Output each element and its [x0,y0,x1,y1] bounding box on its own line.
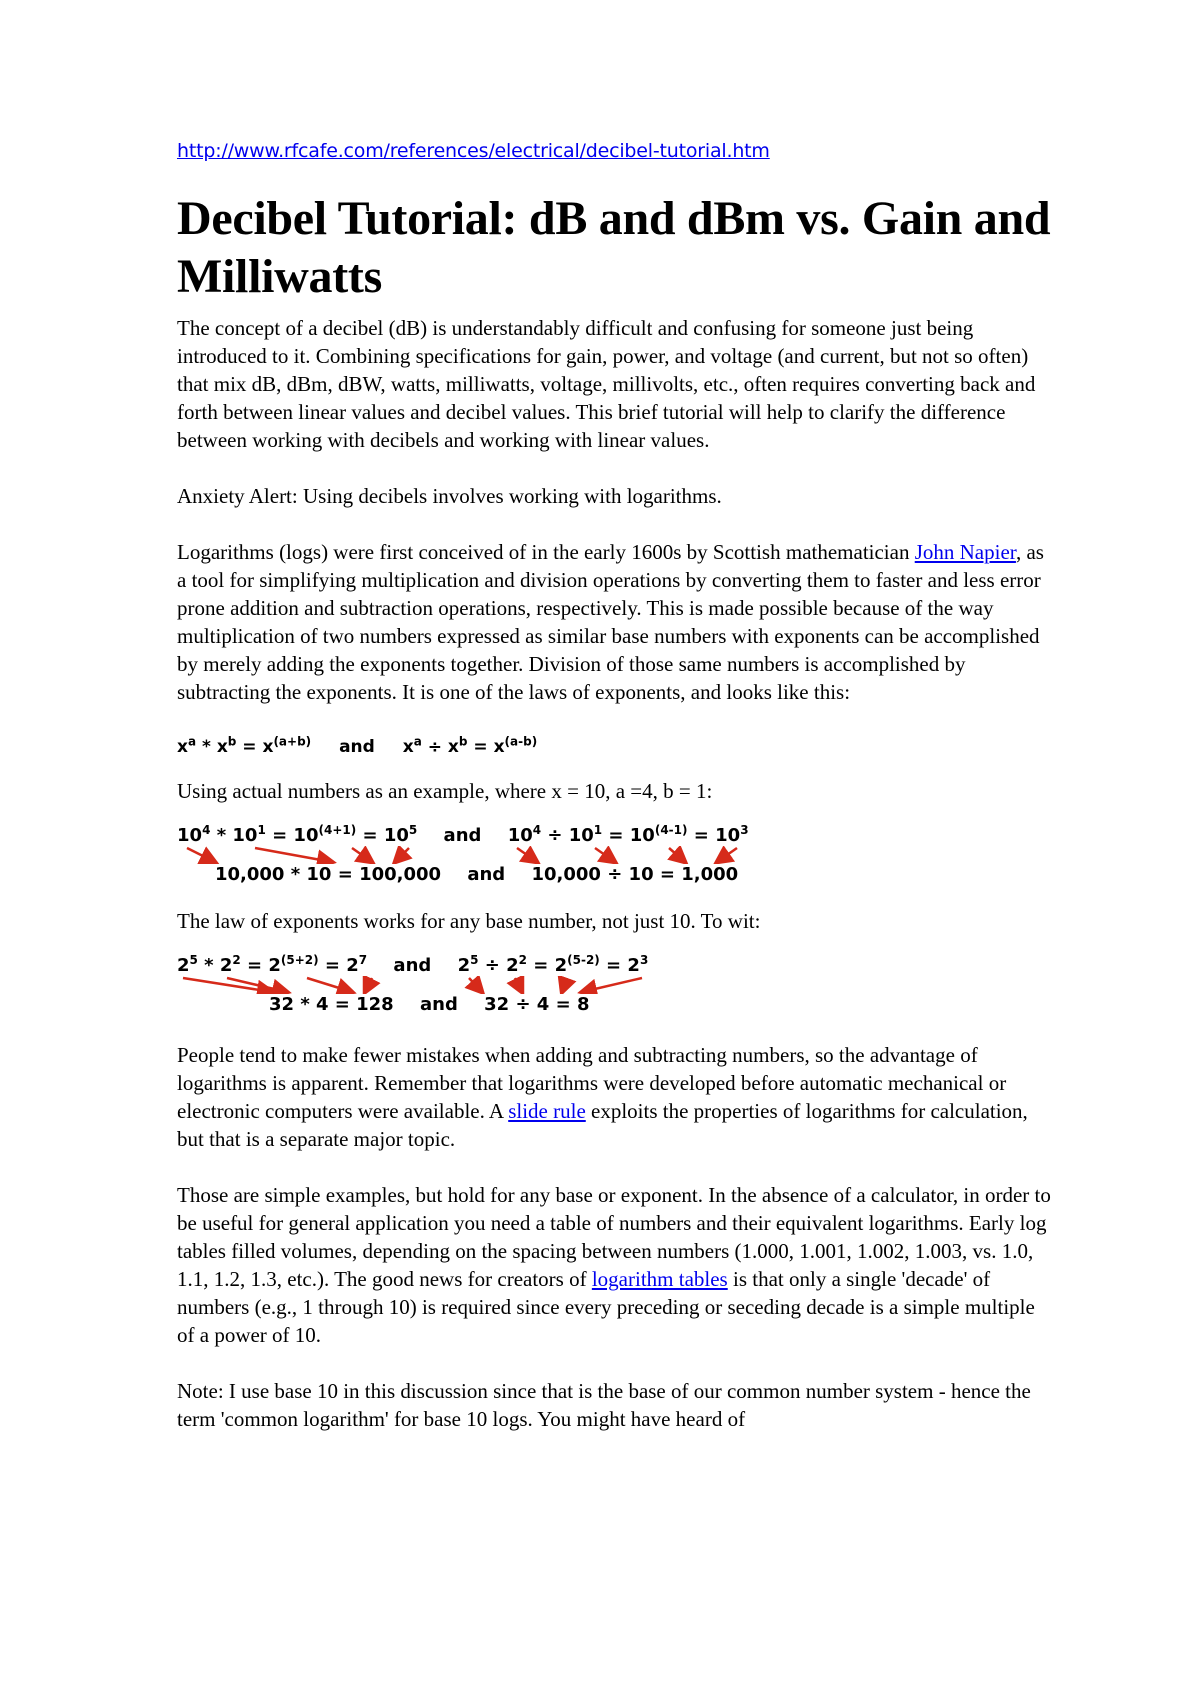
example-exponent: (4+1) [318,822,357,837]
arrow [595,848,615,862]
page-title: Decibel Tutorial: dB and dBm vs. Gain and Milliwatts [177,192,1051,303]
example-exponent: 5 [408,822,418,837]
example-term: 10 [177,824,203,846]
base2-exponent-row [177,953,1057,976]
example-term: 2 [219,954,233,976]
arrow [469,978,482,992]
base10-example [177,823,1057,885]
example-operator: = [265,824,294,846]
example-bottom-right: 32 ÷ 4 = 8 [484,993,590,1015]
base10-exponent-row [177,823,1057,846]
example-exponent: 2 [232,952,241,967]
example-exponent: 4 [202,822,211,837]
formula-operator: = [236,736,263,757]
example-exponent: (5-2) [567,952,600,967]
example-operator: * [197,954,220,976]
source-url-link[interactable]: http://www.rfcafe.com/references/electrical/decibel-tutorial.htm [177,140,770,162]
example-and: and [467,863,506,885]
example-exponent: 7 [358,952,368,967]
example-exponent: (4-1) [654,822,688,837]
formula-operator: ÷ [421,736,448,757]
text-run: Those are simple examples, but hold for any base or exponent. In the absence of a calculator, in order to be useful for general application you need a table of numbers and their equivalent logarithms. Early log tables filled volumes, depending on the spacing between numbers (1.000, 1.001, 1.002, 1.003, vs. 1.0, 1.1, 1.2, 1.3, etc.). The good news for creators of [177,1182,1051,1291]
any-base-paragraph: The law of exponents works for any base number, not just 10. To wit: [177,908,761,933]
formula-term: x [447,736,459,757]
formula-left [177,734,312,757]
arrow [255,848,332,862]
example-intro-paragraph: Using actual numbers as an example, where x = 10, a =4, b = 1: [177,778,713,803]
anxiety-alert-paragraph: Anxiety Alert: Using decibels involves working with logarithms. [177,484,722,508]
example-term: 10 [293,824,319,846]
example-exponent: (5+2) [280,952,319,967]
example-bottom-left: 10,000 * 10 = 100,000 [215,863,442,885]
advantage-paragraph [177,1041,1057,1153]
formula-right [402,734,538,757]
example-term: 2 [506,954,519,976]
logarithm-tables-link[interactable]: logarithm tables [591,1266,728,1291]
arrow [307,978,352,992]
formula-and: and [339,736,375,757]
formula-exponent: b [458,734,468,748]
example-exponent: 5 [189,952,198,967]
example-operator: = [356,824,384,846]
example-term: 2 [627,954,640,976]
formula-exponent: a [413,734,422,748]
example-and: and [420,993,458,1015]
formula-term: x [177,736,188,757]
example-bottom-left: 32 * 4 = 128 [269,993,394,1015]
base2-value-row [177,994,1057,1015]
example-term: 2 [457,954,471,976]
example-operator: = [687,824,716,846]
text-run: is that only a single 'decade' of numbers (e.g., 1 through 10) is required since every preceding or seceding decade is a simple multiple of a power of 10. [177,1266,1035,1347]
base2-arrows [177,976,697,994]
example-term: 2 [268,954,281,976]
arrow [517,848,537,862]
example-and: and [393,954,432,976]
john-napier-link[interactable]: John Napier [914,540,1016,564]
arrow [669,848,685,862]
example-left [177,952,368,976]
example-exponent: 1 [593,822,603,837]
example-term: 10 [383,824,409,846]
base10-note-paragraph: Note: I use base 10 in this discussion since that is the base of our common number system - hence the term 'common logarithm' for base 10 logs. You might have heard of [177,1378,1031,1431]
arrow [562,978,567,992]
formula-operator: * [196,736,217,757]
formula-exponent: a [187,734,197,748]
arrow [582,978,642,992]
intro-paragraph: The concept of a decibel (dB) is understandably difficult and confusing for someone just being introduced to it. Combining specifications for gain, power, and voltage (and current, but not so often) that mix dB, dBm, dBW, watts, milliwatts, voltage, millivolts, etc., often requires converting back and forth between linear values and decibel values. This brief tutorial will help to clarify the difference between working with decibels and working with linear values. [177,316,1036,452]
example-operator: ÷ [478,954,507,976]
example-right [457,952,649,976]
example-right [507,822,749,846]
example-exponent: 3 [639,952,649,967]
example-exponent: 2 [518,952,527,967]
logarithms-history-paragraph [177,538,1057,706]
example-operator: * [210,824,233,846]
example-exponent: 5 [470,952,479,967]
text-run: , as a tool for simplifying multiplication and division operations by converting them to faster and less error prone addition and subtraction operations, respectively. This is made possible because of the way multiplication of two numbers expressed as similar base numbers with exponents can be accomplished by merely adding the exponents together. Division of those same numbers is accomplished by subtracting the exponents. It is one of the laws of exponents, and looks like this: [177,540,1044,704]
log-tables-paragraph [177,1181,1057,1349]
base10-arrows [177,846,797,864]
example-term: 2 [177,954,190,976]
example-term: 10 [629,824,655,846]
base2-example [177,953,1057,1015]
text-run: Logarithms (logs) were first conceived of in the early 1600s by Scottish mathematician [177,540,915,564]
formula-term: x [402,736,414,757]
formula-exponent: (a+b) [273,734,312,748]
example-operator: = [599,954,628,976]
example-term: 10 [715,824,741,846]
arrow [395,848,409,862]
example-term: 10 [232,824,258,846]
formula-term: x [216,736,228,757]
text-run: exploits the properties of logarithms for calculation, but that is a separate major topic. [177,1098,1028,1151]
example-operator: ÷ [541,824,569,846]
arrow [352,848,372,862]
example-term: 10 [568,824,594,846]
formula-exponent: (a-b) [504,734,538,748]
formula-operator: = [467,736,494,757]
example-operator: = [240,954,269,976]
arrow [515,978,522,992]
example-term: 2 [554,954,568,976]
example-exponent: 4 [532,822,542,837]
example-bottom-right: 10,000 ÷ 10 = 1,000 [531,863,739,885]
formula-term: x [493,736,505,757]
example-operator: = [526,954,555,976]
exponent-law-formula [177,734,1057,757]
slide-rule-link[interactable]: slide rule [508,1098,586,1123]
base10-value-row [177,864,1057,885]
arrow [717,848,737,862]
example-term: 2 [346,954,359,976]
example-exponent: 3 [740,822,749,837]
formula-exponent: b [227,734,237,748]
arrow [187,848,215,862]
document-page [177,140,1057,1461]
example-and: and [443,824,482,846]
text-run: People tend to make fewer mistakes when adding and subtracting numbers, so the advantage of logarithms is apparent. Remember that logarithms were developed before automatic mechanical or electronic computers were available. A [177,1042,1007,1123]
formula-term: x [262,736,274,757]
example-operator: = [602,824,630,846]
arrow [365,978,372,992]
example-term: 10 [507,824,533,846]
example-left [177,822,418,846]
example-exponent: 1 [257,822,266,837]
example-operator: = [318,954,347,976]
